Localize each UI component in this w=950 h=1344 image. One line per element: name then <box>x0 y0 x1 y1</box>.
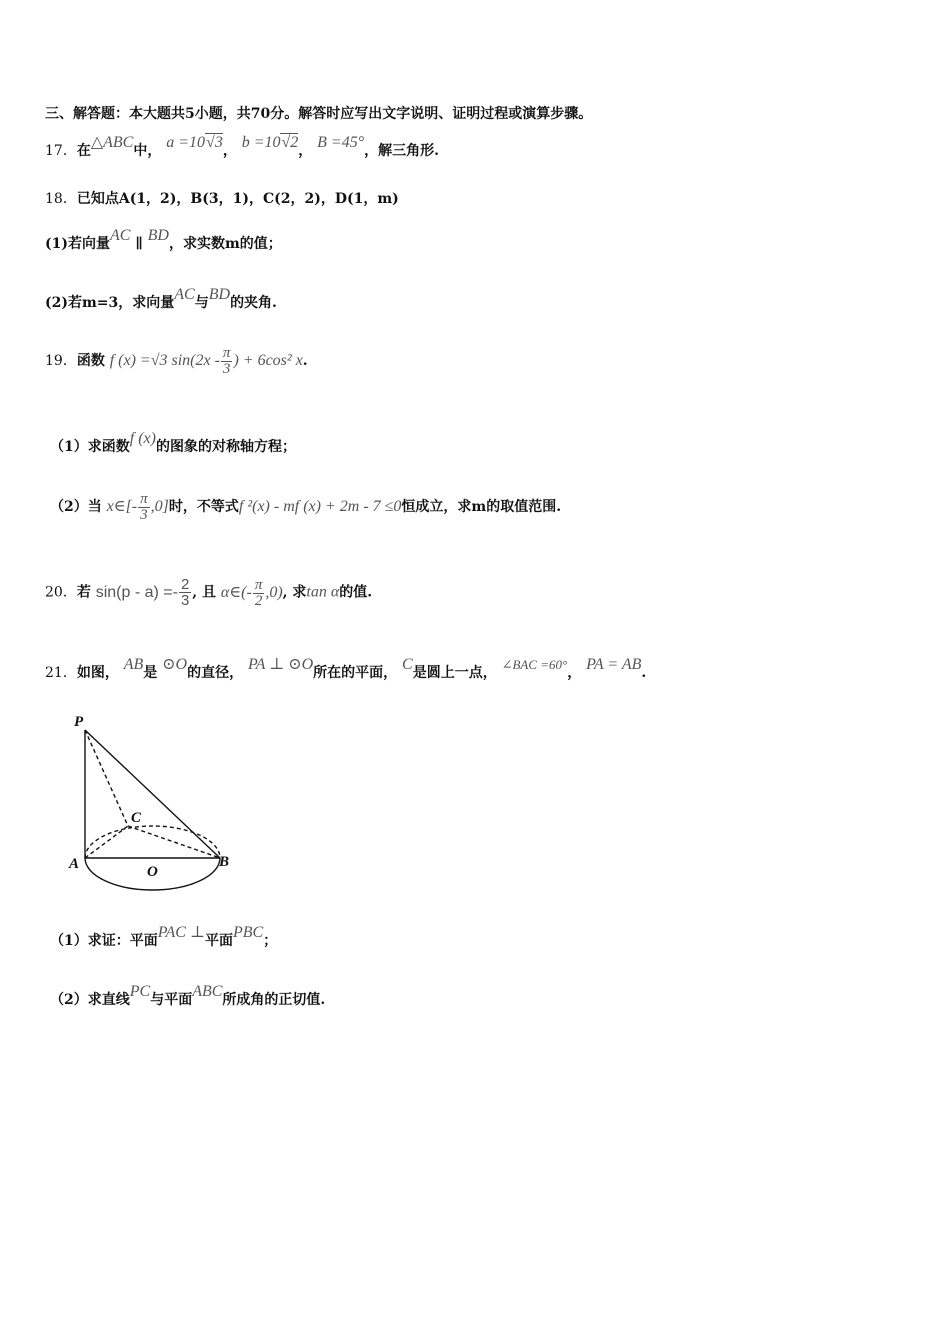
q21-text: 的直径， <box>187 665 244 681</box>
vector-ac: AC <box>174 286 195 303</box>
question-17 <box>45 134 439 160</box>
q21-p2-text: 与平面 <box>150 992 193 1008</box>
q20-alpha-range <box>220 576 283 609</box>
q21-pa-perp: PA ⊥ ⊙O <box>247 656 314 673</box>
q21-p2-text: （2）求直线 <box>50 992 130 1008</box>
q19-f-pre: f (x) =√3 sin(2x - <box>109 352 220 370</box>
sqrt-2: √2 <box>281 134 299 151</box>
q18-stem: 已知点A(1，2)，B(3，1)，C(2，2)，D(1，m) <box>76 191 399 207</box>
q20-text: , 且 <box>192 584 217 601</box>
q19-end: . <box>302 353 308 370</box>
q19-p2-text: （2）当 <box>50 499 102 516</box>
q21-part-1 <box>50 924 278 950</box>
q21-text: 所在的平面， <box>313 665 398 681</box>
q21-plane-pac: PAC ⊥ <box>157 924 205 941</box>
q19-x-pre: x∈[- <box>106 498 138 516</box>
q19-x-post: ,0] <box>150 498 169 516</box>
fraction-denominator: 3 <box>140 507 148 523</box>
q17-number: 17． <box>45 143 77 159</box>
fraction-2-3 <box>179 577 191 608</box>
q19-p1-text: 的图象的对称轴方程； <box>155 439 296 455</box>
q21-p1-text: （1）求证：平面 <box>50 933 158 949</box>
q17-b-radicand: 2 <box>290 134 299 151</box>
label-c: C <box>131 810 142 826</box>
fraction-denominator: 3 <box>222 361 231 377</box>
parallel-symbol: ∥ <box>135 236 143 252</box>
q17-angle-b: B =45° <box>317 134 365 151</box>
segment-pb <box>85 730 220 858</box>
q18-part-2 <box>45 286 277 312</box>
q21-plane-pbc: PBC <box>232 924 264 941</box>
q19-number: 19． <box>45 353 77 370</box>
q17-text: 在 <box>76 143 91 159</box>
q17-text: ，解三角形. <box>364 143 439 159</box>
fraction-numerator: 2 <box>180 576 190 593</box>
q17-a-eq: a =10 <box>166 134 206 151</box>
fraction-denominator: 3 <box>180 592 190 609</box>
q20-sin-expr <box>95 576 193 609</box>
q18-p2-text: 与 <box>194 295 209 311</box>
q21-end: . <box>641 665 647 681</box>
q20-alpha-post: ,0) <box>265 583 283 601</box>
fraction-pi-3 <box>138 492 150 523</box>
question-21 <box>45 656 647 682</box>
q17-a-value <box>166 134 223 151</box>
q17-separator: ， <box>298 143 313 159</box>
q21-ab: AB <box>123 656 144 673</box>
q21-point-c: C <box>402 656 413 673</box>
q18-p2-text: (2)若m=3，求向量 <box>45 295 175 311</box>
fraction-numerator: π <box>140 491 148 507</box>
q20-number: 20． <box>45 584 77 601</box>
vector-bd: BD <box>147 227 169 244</box>
q19-text: 函数 <box>76 353 105 370</box>
q21-text: 是圆上一点， <box>412 665 497 681</box>
q19-inequality: f ²(x) - mf (x) + 2m - 7 ≤0 <box>238 498 402 516</box>
circle-back-arc <box>85 826 220 858</box>
q21-number: 21． <box>45 665 77 681</box>
question-19 <box>45 346 308 377</box>
segment-pc <box>85 730 128 826</box>
label-a: A <box>69 856 80 872</box>
q19-p2-text: 恒成立，求m的取值范围. <box>401 499 562 516</box>
q20-alpha-pre: α∈(- <box>220 583 252 601</box>
fraction-pi-3 <box>221 346 233 377</box>
q21-pa-eq-ab: PA = AB <box>586 656 642 673</box>
q21-p2-text: 所成角的正切值. <box>222 992 326 1008</box>
q21-p1-text: 平面 <box>204 933 233 949</box>
q19-fx: f (x) <box>129 430 156 447</box>
fraction-numerator: π <box>222 345 231 361</box>
q17-a-radicand: 3 <box>214 134 223 151</box>
vector-ac: AC <box>110 227 131 244</box>
q18-p1-text: ，求实数m的值； <box>168 236 282 252</box>
q21-part-2 <box>50 983 326 1009</box>
q21-plane-abc: ABC <box>192 983 223 1000</box>
q19-function <box>109 345 303 377</box>
label-p: P <box>74 714 84 730</box>
q18-number: 18． <box>45 191 77 207</box>
q21-text: 是 <box>143 665 158 681</box>
q17-b-value <box>242 134 299 151</box>
q17-b-eq: b =10 <box>241 134 281 151</box>
q21-text: 如图， <box>76 665 119 681</box>
q19-part-1 <box>50 430 296 456</box>
q19-f-post: ) + 6cos² x <box>233 352 303 370</box>
q20-text: , 求 <box>282 584 307 601</box>
q19-p2-text: 时，不等式 <box>168 499 239 516</box>
fraction-numerator: π <box>254 576 263 593</box>
q18-part-1 <box>45 227 282 253</box>
q19-x-range <box>106 491 169 523</box>
q17-text: 中， <box>133 143 162 159</box>
fraction-denominator: 2 <box>254 592 263 609</box>
section-header: 三、解答题：本大题共5小题，共70分。解答时应写出文字说明、证明过程或演算步骤。 <box>45 106 593 122</box>
q21-p1-text: ； <box>263 933 278 949</box>
question-20 <box>45 577 372 609</box>
segment-ac <box>85 826 128 858</box>
sqrt-3: √3 <box>206 134 223 151</box>
vector-bd: BD <box>208 286 231 303</box>
label-b: B <box>219 854 230 870</box>
q18-p1-text: (1)若向量 <box>45 236 110 252</box>
question-18 <box>45 188 399 208</box>
q21-angle: ∠BAC =60° <box>501 657 568 672</box>
q19-p1-text: （1）求函数 <box>50 439 130 455</box>
q20-text: 若 <box>76 584 91 601</box>
q20-text: 的值. <box>339 584 373 601</box>
q18-p2-text: 的夹角. <box>230 295 277 311</box>
q17-triangle: △ABC <box>90 134 134 151</box>
geometry-figure <box>65 708 245 893</box>
segment-cb <box>128 826 220 858</box>
q17-separator: ， <box>222 143 237 159</box>
q21-circle-o: ⊙O <box>162 656 188 673</box>
fraction-pi-2 <box>253 578 265 609</box>
q19-part-2 <box>50 492 561 523</box>
label-o: O <box>147 864 158 880</box>
q21-line-pc: PC <box>129 983 151 1000</box>
q20-tan: tan α <box>306 583 340 601</box>
q20-sin: sin(p - a) =- <box>95 583 178 601</box>
q21-text: ， <box>567 665 582 681</box>
